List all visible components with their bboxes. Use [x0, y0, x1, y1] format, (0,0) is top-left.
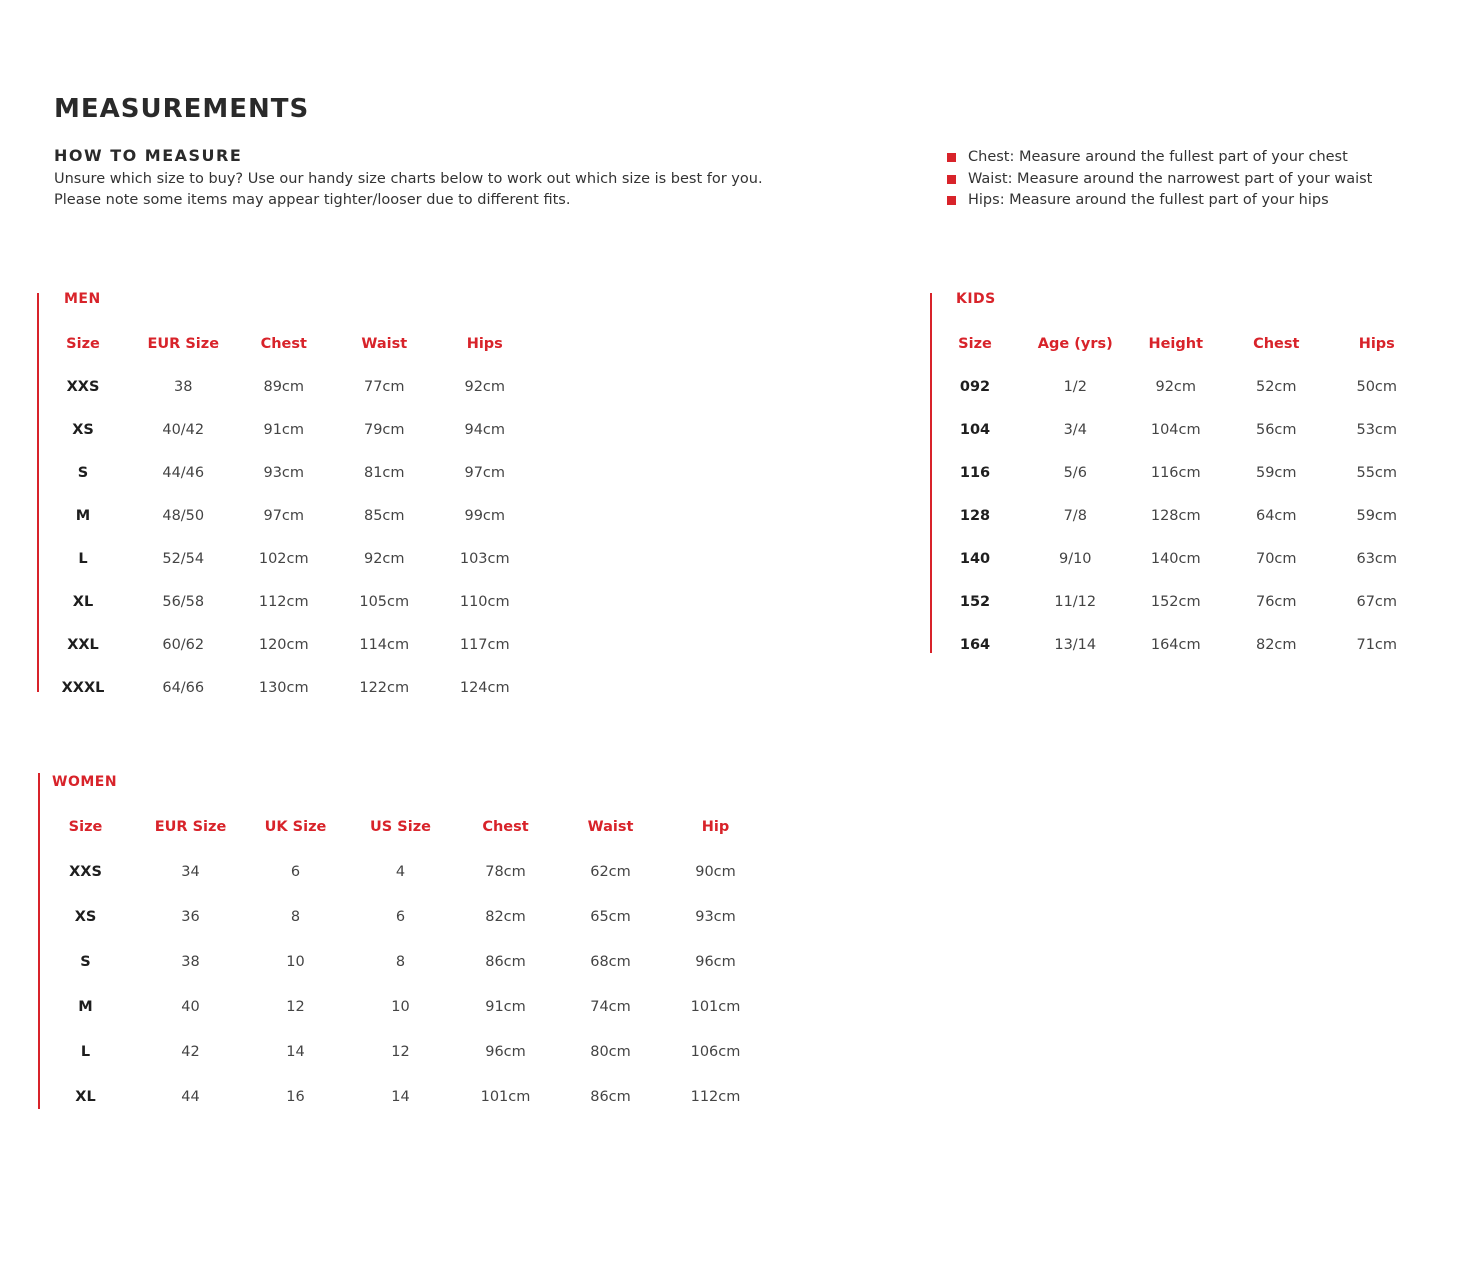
- column-header: EUR Size: [147, 335, 220, 352]
- tip-text: Waist: Measure around the narrowest part of your waist: [968, 170, 1373, 187]
- size-cell: 128: [959, 507, 991, 524]
- table-cell: 116cm: [1150, 464, 1201, 481]
- column-header: Waist: [361, 335, 408, 352]
- table-cell: 117cm: [459, 636, 510, 653]
- size-cell: XL: [75, 1088, 96, 1105]
- table-cell: 99cm: [464, 507, 506, 524]
- tip-item-hips: [946, 190, 1372, 212]
- table-cell: 85cm: [363, 507, 405, 524]
- measuring-tips-list: [946, 147, 1372, 212]
- table-row: [33, 984, 768, 1029]
- table-cell: 76cm: [1255, 593, 1297, 610]
- size-cell: L: [80, 1043, 91, 1060]
- table-cell: 152cm: [1150, 593, 1201, 610]
- table-cell: 40/42: [162, 421, 205, 438]
- table-cell: 68cm: [590, 953, 631, 970]
- table-cell: 94cm: [464, 421, 506, 438]
- table-cell: 44: [181, 1088, 200, 1105]
- table-cell: 110cm: [459, 593, 510, 610]
- column-header: Chest: [482, 818, 529, 835]
- table-cell: 52cm: [1255, 378, 1297, 395]
- table-cell: 38: [174, 378, 193, 395]
- table-row: [33, 580, 535, 623]
- table-cell: 86cm: [590, 1088, 631, 1105]
- table-cell: 16: [286, 1088, 305, 1105]
- table-cell: 90cm: [695, 863, 736, 880]
- table-cell: 59cm: [1356, 507, 1398, 524]
- table-cell: 101cm: [480, 1088, 531, 1105]
- table-header-row: [925, 322, 1427, 365]
- size-cell: L: [78, 550, 88, 567]
- intro-line: Please note some items may appear tighter/looser due to different fits.: [54, 192, 571, 208]
- table-header-row: [33, 322, 535, 365]
- table-cell: 105cm: [359, 593, 410, 610]
- table-cell: 81cm: [363, 464, 405, 481]
- men-size-table: [33, 322, 535, 709]
- column-header: US Size: [370, 818, 431, 835]
- table-row: [33, 849, 768, 894]
- table-cell: 6: [395, 908, 406, 925]
- square-bullet-icon: [947, 196, 956, 205]
- table-row: [925, 451, 1427, 494]
- table-cell: 128cm: [1150, 507, 1201, 524]
- table-cell: 92cm: [363, 550, 405, 567]
- table-cell: 140cm: [1150, 550, 1201, 567]
- table-header-row: [33, 804, 768, 849]
- column-header: Size: [68, 818, 103, 835]
- table-cell: 4: [395, 863, 406, 880]
- table-cell: 67cm: [1356, 593, 1398, 610]
- column-header: Age (yrs): [1037, 335, 1113, 352]
- table-cell: 10: [286, 953, 305, 970]
- table-cell: 103cm: [459, 550, 510, 567]
- column-header: Hips: [1358, 335, 1395, 352]
- tip-text: Hips: Measure around the fullest part of your hips: [968, 192, 1329, 208]
- size-cell: XXS: [69, 863, 102, 880]
- table-cell: 65cm: [590, 908, 631, 925]
- table-cell: 97cm: [263, 507, 305, 524]
- table-cell: 106cm: [690, 1043, 741, 1060]
- table-cell: 86cm: [485, 953, 526, 970]
- table-row: [33, 623, 535, 666]
- size-cell: M: [78, 998, 93, 1015]
- table-cell: 14: [391, 1088, 410, 1105]
- table-cell: 79cm: [363, 421, 405, 438]
- table-row: [33, 494, 535, 537]
- table-row: [925, 580, 1427, 623]
- table-cell: 12: [286, 998, 305, 1015]
- size-cell: XXS: [66, 378, 100, 395]
- size-cell: 092: [959, 378, 991, 395]
- table-cell: 96cm: [695, 953, 736, 970]
- table-cell: 74cm: [590, 998, 631, 1015]
- table-cell: 8: [290, 908, 301, 925]
- table-cell: 91cm: [263, 421, 305, 438]
- table-row: [33, 365, 535, 408]
- page-title: MEASUREMENTS: [54, 94, 310, 124]
- intro-line: Unsure which size to buy? Use our handy size charts below to work out which size is best for you.: [54, 171, 763, 187]
- table-cell: 62cm: [590, 863, 631, 880]
- table-cell: 1/2: [1063, 378, 1087, 395]
- table-cell: 122cm: [359, 679, 410, 696]
- table-cell: 64cm: [1255, 507, 1297, 524]
- table-cell: 96cm: [485, 1043, 526, 1060]
- tip-item-chest: [946, 147, 1372, 169]
- table-cell: 112cm: [258, 593, 309, 610]
- tip-text: Chest: Measure around the fullest part of your chest: [968, 149, 1348, 165]
- table-cell: 6: [290, 863, 301, 880]
- table-cell: 34: [181, 863, 200, 880]
- table-cell: 114cm: [359, 636, 410, 653]
- table-cell: 92cm: [1155, 378, 1197, 395]
- table-cell: 5/6: [1063, 464, 1087, 481]
- size-cell: S: [77, 464, 89, 481]
- column-header: Height: [1148, 335, 1204, 352]
- table-cell: 56/58: [162, 593, 205, 610]
- size-cell: S: [80, 953, 91, 970]
- table-row: [33, 537, 535, 580]
- table-cell: 13/14: [1054, 636, 1097, 653]
- table-cell: 92cm: [464, 378, 506, 395]
- table-cell: 42: [181, 1043, 200, 1060]
- table-row: [925, 494, 1427, 537]
- table-cell: 9/10: [1058, 550, 1092, 567]
- size-cell: XS: [72, 421, 94, 438]
- men-section-title: MEN: [64, 291, 101, 307]
- women-size-table: [33, 804, 768, 1119]
- table-row: [33, 1029, 768, 1074]
- table-row: [925, 365, 1427, 408]
- table-cell: 36: [181, 908, 200, 925]
- table-cell: 8: [395, 953, 406, 970]
- table-cell: 59cm: [1255, 464, 1297, 481]
- size-cell: XXL: [67, 636, 99, 653]
- table-cell: 50cm: [1356, 378, 1398, 395]
- table-cell: 80cm: [590, 1043, 631, 1060]
- table-cell: 124cm: [459, 679, 510, 696]
- square-bullet-icon: [947, 153, 956, 162]
- table-row: [33, 894, 768, 939]
- size-cell: XL: [72, 593, 94, 610]
- table-cell: 78cm: [485, 863, 526, 880]
- column-header: UK Size: [264, 818, 327, 835]
- table-row: [33, 939, 768, 984]
- size-cell: XXXL: [61, 679, 105, 696]
- kids-section-title: KIDS: [956, 291, 996, 307]
- size-cell: 116: [959, 464, 991, 481]
- table-cell: 52/54: [162, 550, 205, 567]
- table-row: [925, 537, 1427, 580]
- column-header: Waist: [587, 818, 634, 835]
- table-cell: 91cm: [485, 998, 526, 1015]
- table-cell: 64/66: [162, 679, 205, 696]
- table-row: [33, 1074, 768, 1119]
- table-cell: 12: [391, 1043, 410, 1060]
- table-cell: 93cm: [695, 908, 736, 925]
- table-cell: 3/4: [1063, 421, 1087, 438]
- table-cell: 130cm: [258, 679, 309, 696]
- kids-size-table: [925, 322, 1427, 666]
- column-header: Chest: [1253, 335, 1300, 352]
- table-cell: 112cm: [690, 1088, 741, 1105]
- table-row: [33, 408, 535, 451]
- square-bullet-icon: [947, 175, 956, 184]
- size-cell: 164: [959, 636, 991, 653]
- column-header: Hips: [466, 335, 503, 352]
- table-cell: 7/8: [1063, 507, 1087, 524]
- size-cell: 152: [959, 593, 991, 610]
- table-cell: 77cm: [363, 378, 405, 395]
- table-cell: 63cm: [1356, 550, 1398, 567]
- table-cell: 89cm: [263, 378, 305, 395]
- size-cell: 104: [959, 421, 991, 438]
- table-cell: 71cm: [1356, 636, 1398, 653]
- size-cell: M: [75, 507, 91, 524]
- table-row: [33, 451, 535, 494]
- table-cell: 104cm: [1150, 421, 1201, 438]
- table-cell: 93cm: [263, 464, 305, 481]
- table-cell: 82cm: [1255, 636, 1297, 653]
- column-header: Size: [958, 335, 992, 352]
- column-header: Hip: [701, 818, 730, 835]
- column-header: Chest: [260, 335, 307, 352]
- table-row: [33, 666, 535, 709]
- table-cell: 38: [181, 953, 200, 970]
- table-cell: 102cm: [258, 550, 309, 567]
- size-cell: 140: [959, 550, 991, 567]
- table-cell: 97cm: [464, 464, 506, 481]
- table-cell: 60/62: [162, 636, 205, 653]
- column-header: EUR Size: [154, 818, 227, 835]
- size-cell: XS: [74, 908, 97, 925]
- column-header: Size: [66, 335, 100, 352]
- table-cell: 164cm: [1150, 636, 1201, 653]
- table-cell: 11/12: [1054, 593, 1097, 610]
- table-cell: 53cm: [1356, 421, 1398, 438]
- table-cell: 40: [181, 998, 200, 1015]
- table-cell: 44/46: [162, 464, 205, 481]
- intro-text: [54, 169, 763, 211]
- how-to-measure-heading: HOW TO MEASURE: [54, 146, 243, 165]
- table-cell: 48/50: [162, 507, 205, 524]
- table-cell: 55cm: [1356, 464, 1398, 481]
- table-cell: 120cm: [258, 636, 309, 653]
- table-row: [925, 623, 1427, 666]
- table-cell: 56cm: [1255, 421, 1297, 438]
- table-cell: 101cm: [690, 998, 741, 1015]
- tip-item-waist: [946, 169, 1372, 191]
- table-cell: 82cm: [485, 908, 526, 925]
- women-section-title: WOMEN: [52, 774, 118, 790]
- table-cell: 70cm: [1255, 550, 1297, 567]
- table-cell: 10: [391, 998, 410, 1015]
- table-row: [925, 408, 1427, 451]
- table-cell: 14: [286, 1043, 305, 1060]
